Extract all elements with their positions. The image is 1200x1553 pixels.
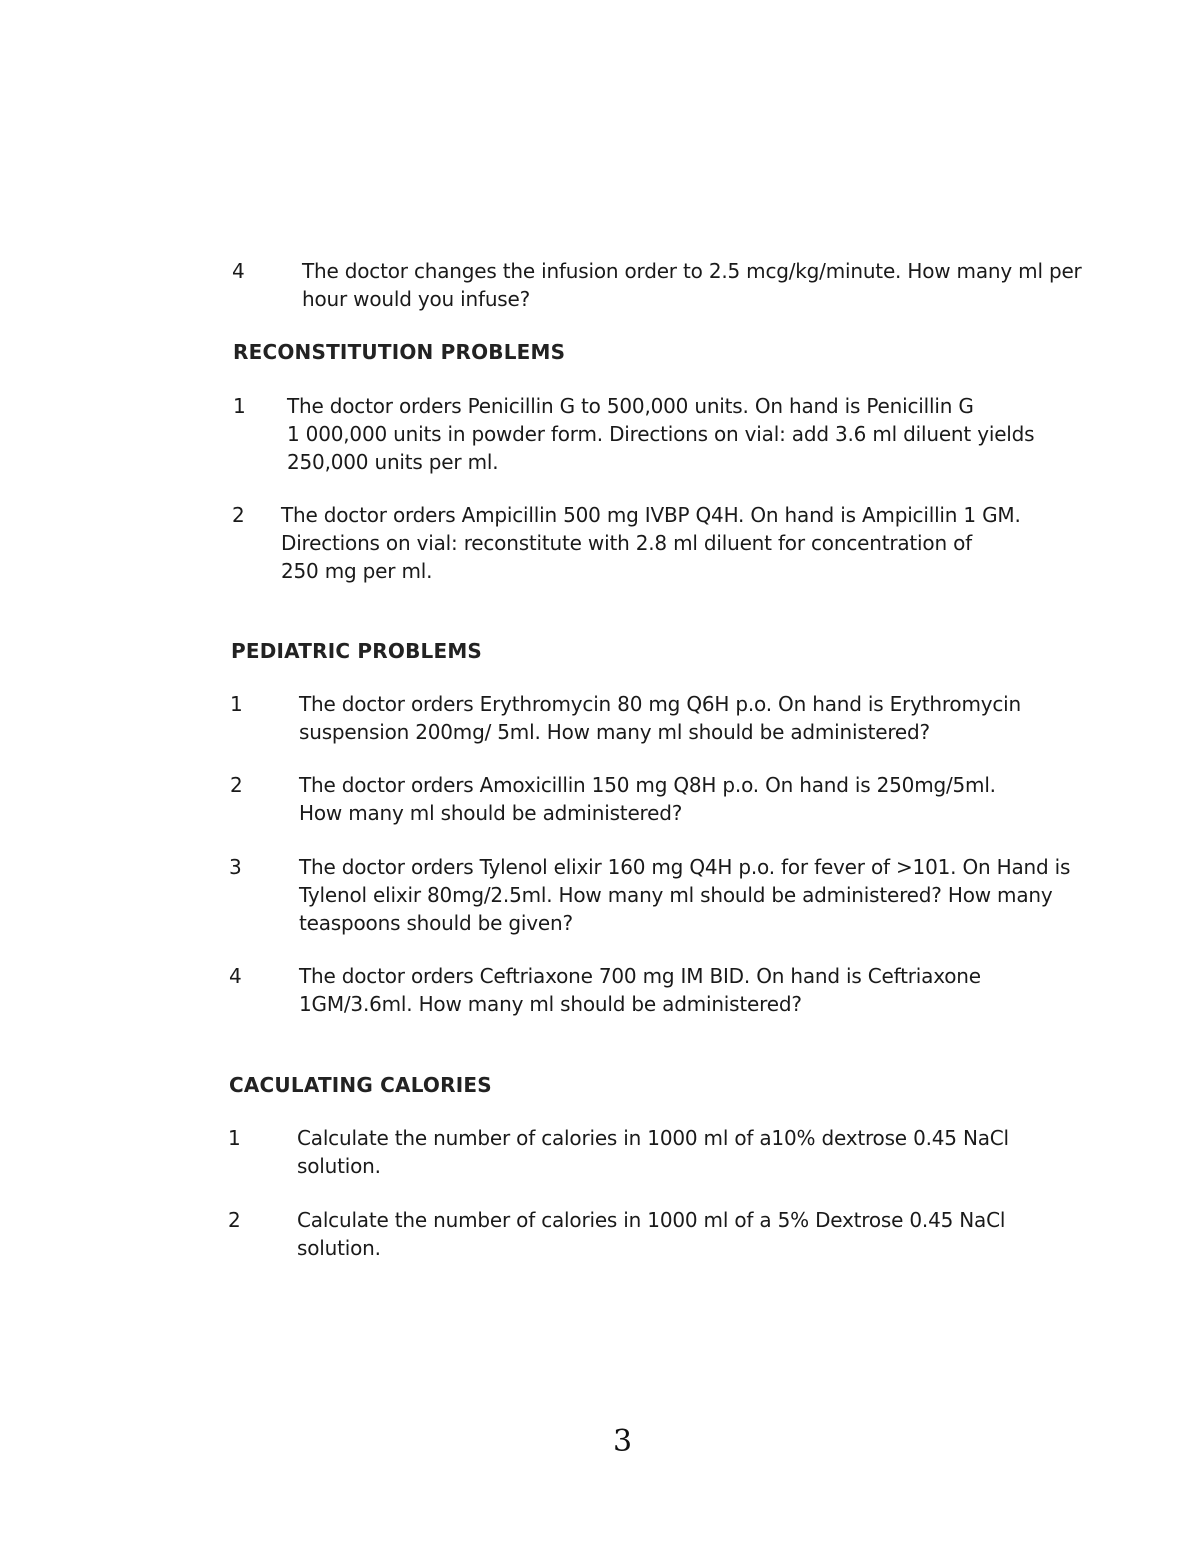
question-text: The doctor orders Erythromycin 80 mg Q6H p.o. On hand is Erythromycin suspension 200mg/ 5ml. How many ml should be administered? xyxy=(299,692,1021,744)
question-number: 4 xyxy=(229,964,242,988)
question-item xyxy=(233,392,1093,478)
section-heading-pediatric: PEDIATRIC PROBLEMS xyxy=(231,639,483,663)
question-item xyxy=(232,257,1132,315)
page-number: 3 xyxy=(613,1424,633,1459)
question-text: Calculate the number of calories in 1000 ml of a10% dextrose 0.45 NaCl solution. xyxy=(297,1126,1009,1178)
question-number: 2 xyxy=(228,1208,241,1232)
question-item xyxy=(228,1124,1078,1182)
question-item xyxy=(232,501,1092,587)
question-number: 2 xyxy=(232,503,245,527)
question-number: 1 xyxy=(228,1126,241,1150)
question-text: The doctor orders Amoxicillin 150 mg Q8H p.o. On hand is 250mg/5ml. How many ml should be administered? xyxy=(299,773,996,825)
question-number: 3 xyxy=(229,855,242,879)
question-item xyxy=(228,1206,1078,1264)
question-item xyxy=(229,853,1109,939)
section-heading-reconstitution: RECONSTITUTION PROBLEMS xyxy=(233,340,566,364)
question-text: The doctor orders Ceftriaxone 700 mg IM BID. On hand is Ceftriaxone 1GM/3.6ml. How many ml should be administered? xyxy=(299,964,981,1016)
section-heading-calories: CACULATING CALORIES xyxy=(229,1073,492,1097)
question-number: 4 xyxy=(232,259,245,283)
question-item xyxy=(229,962,1079,1020)
question-item xyxy=(230,771,1080,829)
question-text: The doctor orders Ampicillin 500 mg IVBP Q4H. On hand is Ampicillin 1 GM. Directions on vial: reconstitute with 2.8 ml diluent for concentration of 250 mg per ml. xyxy=(281,503,1021,583)
question-text: The doctor changes the infusion order to 2.5 mcg/kg/minute. How many ml per hour would you infuse? xyxy=(302,259,1082,311)
question-item xyxy=(230,690,1080,748)
question-number: 1 xyxy=(233,394,246,418)
question-text: Calculate the number of calories in 1000 ml of a 5% Dextrose 0.45 NaCl solution. xyxy=(297,1208,1006,1260)
question-text: The doctor orders Penicillin G to 500,000 units. On hand is Penicillin G 1 000,000 units in powder form. Directions on vial: add 3.6 ml diluent yields 250,000 units per ml. xyxy=(287,394,1035,474)
question-number: 2 xyxy=(230,773,243,797)
question-number: 1 xyxy=(230,692,243,716)
question-text: The doctor orders Tylenol elixir 160 mg Q4H p.o. for fever of >101. On Hand is Tylenol elixir 80mg/2.5ml. How many ml should be administered? How many teaspoons should be given? xyxy=(299,855,1071,935)
